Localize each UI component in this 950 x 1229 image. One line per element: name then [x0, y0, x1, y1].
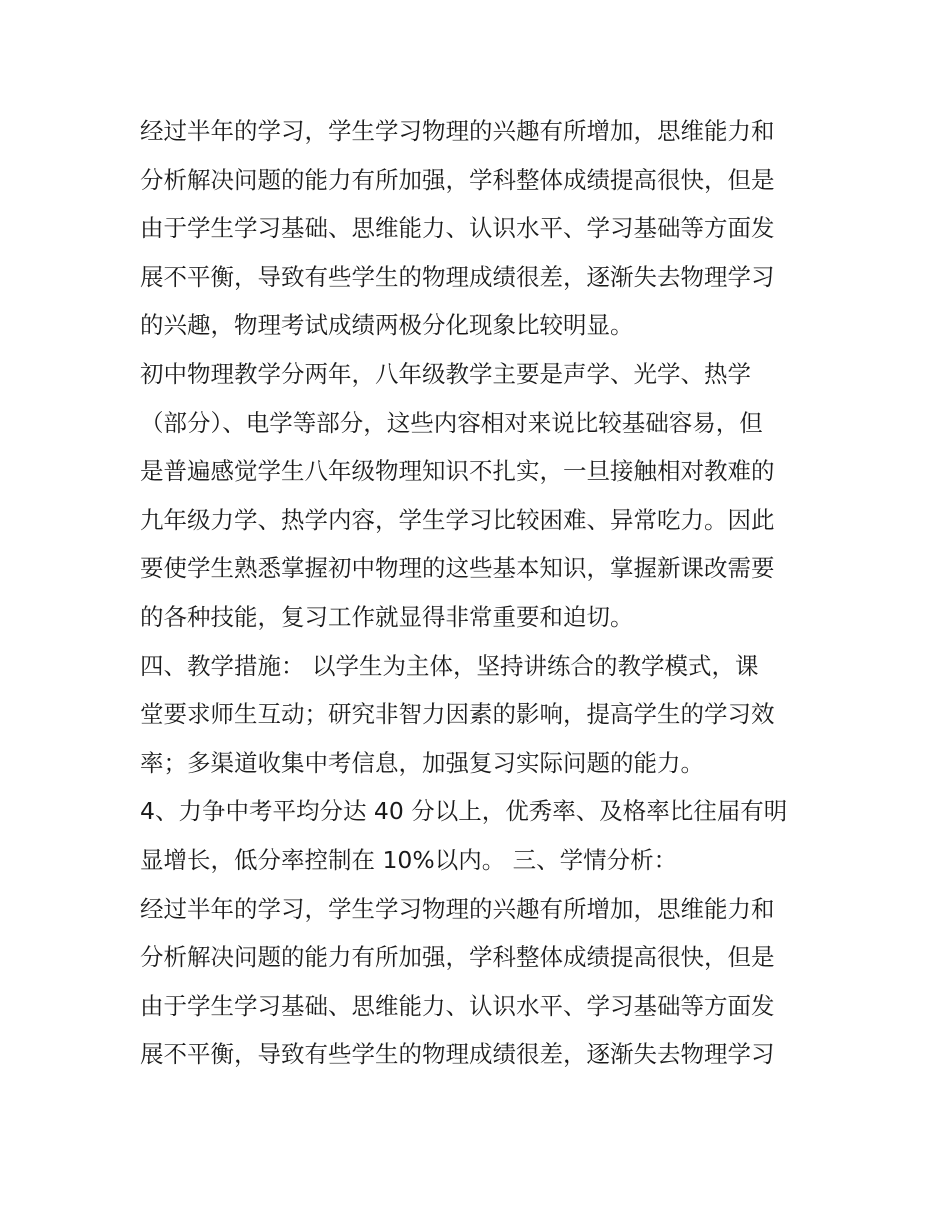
- text-line: 率；多渠道收集中考信息，加强复习实际问题的能力。: [140, 748, 704, 777]
- text-line: 经过半年的学习，学生学习物理的兴趣有所增加，思维能力和: [140, 117, 775, 145]
- text-line: 是普遍感觉学生八年级物理知识不扎实，一旦接触相对教难的: [140, 457, 775, 486]
- text-line: 四、教学措施： 以学生为主体，坚持讲练合的教学模式，课: [140, 651, 759, 680]
- text-line: 的各种技能，复习工作就显得非常重要和迫切。: [140, 602, 634, 631]
- text-line: 堂要求师生互动；研究非智力因素的影响，提高学生的学习效: [140, 700, 775, 729]
- text-line: 要使学生熟悉掌握初中物理的这些基本知识，掌握新课改需要: [140, 554, 775, 583]
- text-line: 展不平衡，导致有些学生的物理成绩很差，逐渐失去物理学习: [140, 262, 775, 291]
- text-line: 分析解决问题的能力有所加强，学科整体成绩提高很快，但是: [140, 943, 775, 972]
- text-line: 由于学生学习基础、思维能力、认识水平、学习基础等方面发: [140, 214, 775, 243]
- text-line: 显增长，低分率控制在 10%以内。 三、学情分析：: [140, 845, 678, 874]
- text-line: 的兴趣，物理考试成绩两极分化现象比较明显。: [140, 311, 634, 340]
- text-line: 4、力争中考平均分达 40 分以上，优秀率、及格率比往届有明: [140, 797, 788, 826]
- document-body: [140, 107, 820, 1079]
- text-line: 初中物理教学分两年，八年级教学主要是声学、光学、热学: [140, 359, 751, 388]
- text-line: （部分）、电学等部分，这些内容相对来说比较基础容易，但: [140, 408, 763, 437]
- text-line: 经过半年的学习，学生学习物理的兴趣有所增加，思维能力和: [140, 894, 775, 923]
- text-line: 分析解决问题的能力有所加强，学科整体成绩提高很快，但是: [140, 165, 775, 194]
- text-line: 九年级力学、热学内容，学生学习比较困难、异常吃力。因此: [140, 505, 775, 534]
- text-line: 由于学生学习基础、思维能力、认识水平、学习基础等方面发: [140, 991, 775, 1020]
- text-line: 展不平衡，导致有些学生的物理成绩很差，逐渐失去物理学习: [140, 1040, 775, 1069]
